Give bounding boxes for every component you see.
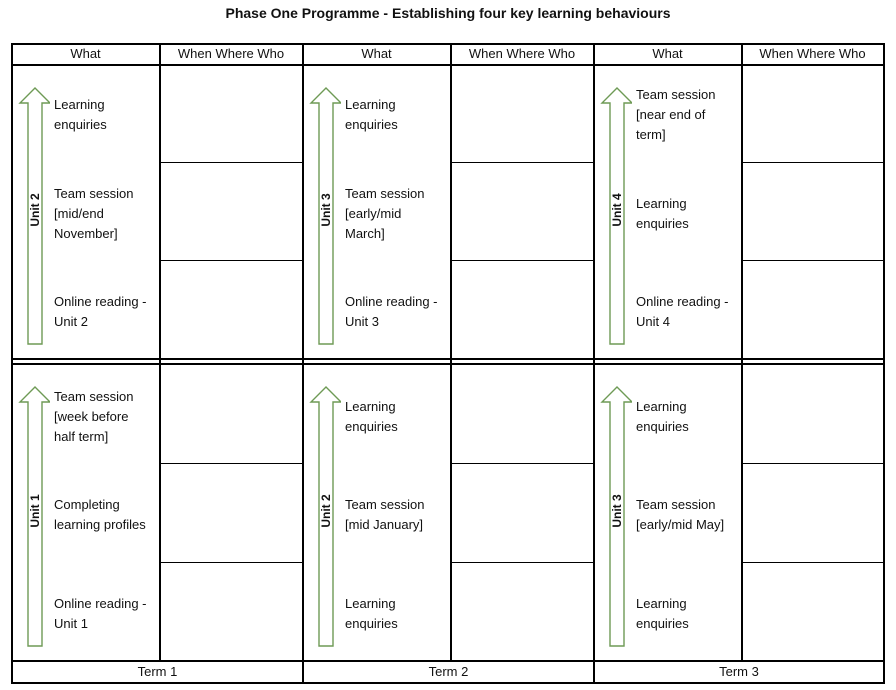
activity-text — [636, 495, 724, 535]
activity-text — [54, 495, 146, 535]
activity-line: [early/mid May] — [636, 517, 725, 532]
header-what: What — [652, 46, 683, 61]
activity-line: term] — [636, 127, 666, 142]
unit-label: Unit 2 — [319, 493, 333, 528]
cell-divider — [159, 162, 303, 163]
activity-line: Learning — [54, 97, 105, 112]
activity-line: enquiries — [54, 117, 107, 132]
activity-line: Learning — [636, 399, 687, 414]
activity-line: Team session — [636, 87, 716, 102]
unit-label: Unit 1 — [28, 493, 42, 528]
activity-text — [54, 387, 133, 447]
activity-line: enquiries — [636, 616, 689, 631]
activity-line: [week before — [54, 409, 129, 424]
activity-line: Team session — [54, 186, 134, 201]
term-label: Term 1 — [137, 664, 178, 679]
block-divider — [12, 358, 884, 360]
column-border — [883, 43, 885, 684]
unit-label: Unit 2 — [28, 193, 42, 227]
activity-line: Online reading - — [345, 294, 438, 309]
activity-text — [636, 594, 689, 634]
header-when-where-who: When Where Who — [177, 46, 285, 61]
activity-line: Online reading - — [54, 294, 147, 309]
activity-text — [54, 292, 147, 332]
cell-divider — [159, 463, 303, 464]
activity-text — [636, 194, 689, 234]
activity-line: [mid/end — [54, 206, 104, 221]
activity-line: enquiries — [345, 616, 398, 631]
page-title: Phase One Programme - Establishing four key learning behaviours — [225, 5, 671, 21]
header-what: What — [70, 46, 101, 61]
activity-text — [636, 85, 715, 145]
activity-line: Learning — [636, 196, 687, 211]
activity-line: learning profiles — [54, 517, 146, 532]
cell-divider — [450, 562, 594, 563]
column-border — [593, 43, 595, 684]
table-border-top — [12, 43, 884, 45]
what-when-divider — [159, 43, 161, 660]
header-when-where-who: When Where Who — [759, 46, 866, 61]
unit-label: Unit 4 — [610, 193, 624, 227]
activity-line: enquiries — [345, 117, 398, 132]
unit-label: Unit 3 — [319, 193, 333, 227]
activity-line: enquiries — [636, 419, 689, 434]
what-when-divider — [741, 43, 743, 660]
activity-text — [345, 495, 424, 535]
activity-line: Team session — [345, 186, 425, 201]
activity-line: November] — [54, 226, 118, 241]
activity-text — [54, 95, 107, 135]
activity-line: March] — [345, 226, 385, 241]
activity-line: enquiries — [636, 216, 689, 231]
column-border — [11, 43, 13, 684]
table-border-bottom — [12, 682, 884, 684]
cell-divider — [450, 162, 594, 163]
activity-line: [near end of — [636, 107, 706, 122]
activity-line: Team session — [54, 389, 134, 404]
activity-line: half term] — [54, 429, 109, 444]
term-label: Term 2 — [428, 664, 469, 679]
activity-text — [345, 397, 398, 437]
activity-text — [345, 95, 398, 135]
cell-divider — [450, 260, 594, 261]
footer-divider — [12, 660, 884, 662]
unit-label: Unit 3 — [610, 493, 624, 528]
activity-text — [54, 184, 133, 244]
activity-text — [54, 594, 147, 634]
cell-divider — [741, 260, 884, 261]
term-label: Term 3 — [719, 664, 759, 679]
activity-text — [345, 184, 424, 244]
activity-line: Unit 4 — [636, 314, 670, 329]
activity-line: [early/mid — [345, 206, 402, 221]
activity-text — [636, 397, 689, 437]
activity-line: Completing — [54, 497, 120, 512]
header-divider — [12, 64, 884, 66]
activity-line: [mid January] — [345, 517, 424, 532]
activity-line: Learning — [345, 399, 396, 414]
activity-line: Learning — [345, 97, 396, 112]
activity-line: Learning — [345, 596, 396, 611]
activity-line: Team session — [345, 497, 425, 512]
activity-line: Unit 3 — [345, 314, 379, 329]
activity-line: enquiries — [345, 419, 398, 434]
activity-text — [345, 594, 398, 634]
cell-divider — [159, 562, 303, 563]
block-divider — [12, 363, 884, 365]
header-what: What — [361, 46, 392, 61]
header-when-where-who: When Where Who — [468, 46, 576, 61]
activity-line: Team session — [636, 497, 716, 512]
cell-divider — [741, 562, 884, 563]
activity-line: Online reading - — [54, 596, 147, 611]
column-border — [302, 43, 304, 684]
activity-text — [636, 292, 729, 332]
activity-line: Unit 2 — [54, 314, 88, 329]
cell-divider — [741, 162, 884, 163]
cell-divider — [741, 463, 884, 464]
activity-line: Online reading - — [636, 294, 729, 309]
activity-text — [345, 292, 438, 332]
cell-divider — [450, 463, 594, 464]
what-when-divider — [450, 43, 452, 660]
activity-line: Unit 1 — [54, 616, 88, 631]
activity-line: Learning — [636, 596, 687, 611]
cell-divider — [159, 260, 303, 261]
